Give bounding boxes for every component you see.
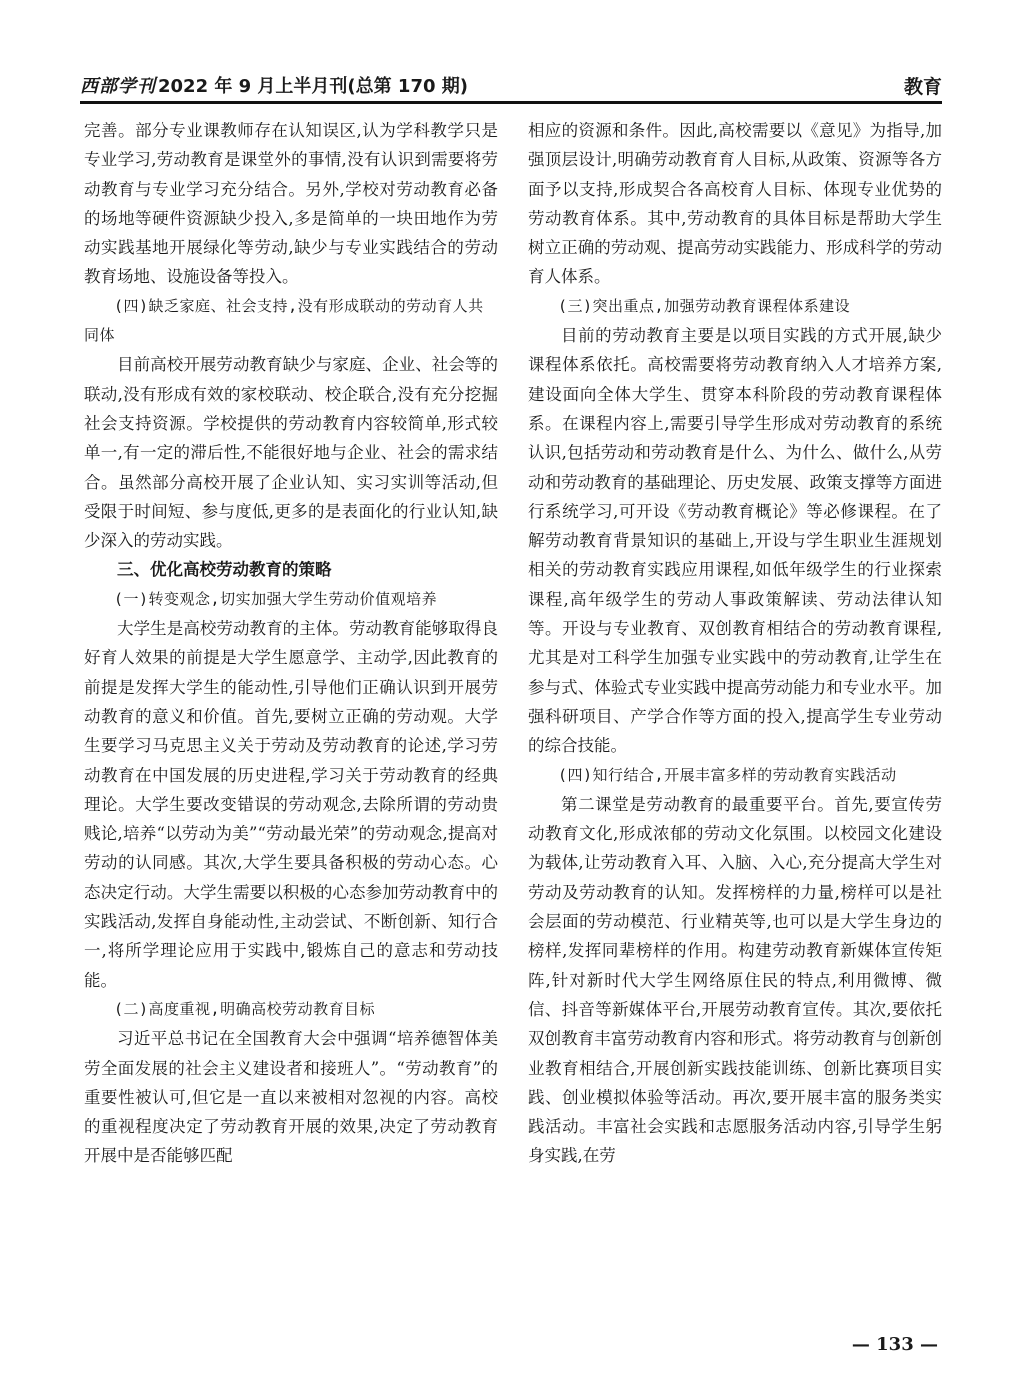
section-label: 教育 (903, 76, 942, 98)
subsection-heading: (四)缺乏家庭、社会支持,没有形成联动的劳动育人共同体 (84, 296, 484, 345)
right-column (528, 116, 942, 1171)
running-header (80, 70, 942, 100)
page-number: — 133 — (851, 1334, 938, 1355)
journal-title (80, 72, 468, 98)
subsection-heading: (一)转变观念,切实加强大学生劳动价值观培养 (114, 589, 438, 608)
section-heading: 三、优化高校劳动教育的策略 (117, 560, 332, 580)
header-rule (80, 101, 942, 104)
subsection-heading: (四)知行结合,开展丰富多样的劳动教育实践活动 (558, 765, 897, 784)
paragraph: 目前的劳动教育主要是以项目实践的方式开展,缺少课程体系依托。高校需要将劳动教育纳入人才培养方案,建设面向全体大学生、贯穿本科阶段的劳动教育课程体系。在课程内容上,需要引导学生形成对劳动教育的系统认识,包括劳动和劳动教育是什么、为什么、做什么,从劳动和劳动教育的基础理论、历史发展、政策支撑等方面进行系统学习,可开设《劳动教育概论》等必修课程。在了解劳动教育背景知识的基础上,开设与学生职业生涯规划相关的劳动教育实践应用课程,如低年级学生的行业探索课程,高年级学生的劳动人事政策解读、劳动法律认知等。开设与专业教育、双创教育相结合的劳动教育课程,尤其是对工科学生加强专业实践中的劳动教育,让学生在参与式、体验式专业实践中提高劳动能力和专业水平。加强科研项目、产学合作等方面的投入,提高学生专业劳动的综合技能。 (528, 326, 942, 756)
subsection-heading: (二)高度重视,明确高校劳动教育目标 (114, 999, 376, 1018)
paragraph: 相应的资源和条件。因此,高校需要以《意见》为指导,加强顶层设计,明确劳动教育育人目标,从政策、资源等各方面予以支持,形成契合各高校育人目标、体现专业优势的劳动教育体系。其中,劳动教育的具体目标是帮助大学生树立正确的劳动观、提高劳动实践能力、形成科学的劳动育人体系。 (528, 121, 942, 287)
journal-logo: 西部学刊 (80, 76, 156, 97)
journal-issue: 2022 年 9 月上半月刊(总第 170 期) (158, 76, 468, 97)
paragraph: 目前高校开展劳动教育缺少与家庭、企业、社会等的联动,没有形成有效的家校联动、校企联合,没有充分挖掘社会支持资源。学校提供的劳动教育内容较简单,形式较单一,有一定的滞后性,不能很好地与企业、社会的需求结合。虽然部分高校开展了企业认知、实习实训等活动,但受限于时间短、参与度低,更多的是表面化的行业认知,缺少深入的劳动实践。 (84, 355, 498, 551)
paragraph: 第二课堂是劳动教育的最重要平台。首先,要宣传劳动教育文化,形成浓郁的劳动文化氛围。以校园文化建设为载体,让劳动教育入耳、入脑、入心,充分提高大学生对劳动及劳动教育的认知。发挥榜样的力量,榜样可以是社会层面的劳动模范、行业精英等,也可以是大学生身边的榜样,发挥同辈榜样的作用。构建劳动教育新媒体宣传矩阵,针对新时代大学生网络原住民的特点,利用微博、微信、抖音等新媒体平台,开展劳动教育宣传。其次,要依托双创教育丰富劳动教育内容和形式。将劳动教育与创新创业教育相结合,开展创新实践技能训练、创新比赛项目实践、创业模拟体验等活动。再次,要开展丰富的服务类实践活动。丰富社会实践和志愿服务活动内容,引导学生躬身实践,在劳 (528, 794, 942, 1166)
paragraph: 习近平总书记在全国教育大会中强调“培养德智体美劳全面发展的社会主义建设者和接班人”。“劳动教育”的重要性被认可,但它是一直以来被相对忽视的内容。高校的重视程度决定了劳动教育开展的效果,决定了劳动教育开展中是否能够匹配 (84, 1029, 498, 1166)
subsection-heading: (三)突出重点,加强劳动教育课程体系建设 (558, 296, 851, 315)
paragraph: 完善。部分专业课教师存在认知误区,认为学科教学只是专业学习,劳动教育是课堂外的事情,没有认识到需要将劳动教育与专业学习充分结合。另外,学校对劳动教育必备的场地等硬件资源缺少投入,多是简单的一块田地作为劳动实践基地开展绿化等劳动,缺少与专业实践结合的劳动教育场地、设施设备等投入。 (84, 121, 498, 287)
left-column (84, 116, 498, 1171)
paragraph: 大学生是高校劳动教育的主体。劳动教育能够取得良好育人效果的前提是大学生愿意学、主动学,因此教育的前提是发挥大学生的能动性,引导他们正确认识到开展劳动教育的意义和价值。首先,要树立正确的劳动观。大学生要学习马克思主义关于劳动及劳动教育的论述,学习劳动教育在中国发展的历史进程,学习关于劳动教育的经典理论。大学生要改变错误的劳动观念,去除所谓的劳动贵贱论,培养“以劳动为美”“劳动最光荣”的劳动观念,提高对劳动的认同感。其次,大学生要具备积极的劳动心态。心态决定行动。大学生需要以积极的心态参加劳动教育中的实践活动,发挥自身能动性,主动尝试、不断创新、知行合一,将所学理论应用于实践中,锻炼自己的意志和劳动技能。 (84, 619, 498, 990)
